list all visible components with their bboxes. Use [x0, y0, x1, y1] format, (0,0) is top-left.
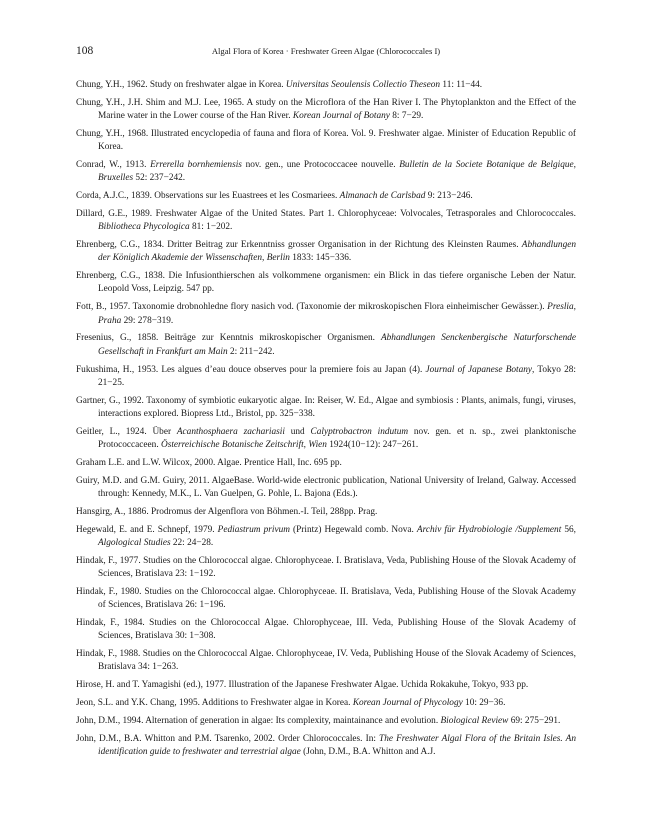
reference-text: Hansgirg, A., 1886. Prodromus der Algenflora von Böhmen.-I. Teil, 288pp. Prag.	[76, 506, 378, 517]
reference-italic-title: Journal of Japanese Botany	[425, 364, 533, 375]
reference-italic-title: Archiv für Hydrobiologie /Supplement	[416, 524, 562, 535]
reference-text: Guiry, M.D. and G.M. Guiry, 2011. AlgaeBase. World-wide electronic publication, National University of Ireland, Galway. Accessed through: Kennedy, M.K., L. Van Guelpen, G. Pohle, L. Bajona (Eds.).	[76, 475, 576, 499]
reference-text: Jeon, S.L. and Y.K. Chang, 1995. Additions to Freshwater algae in Korea.	[76, 698, 353, 709]
reference-text: Ehrenberg, C.G., 1834. Dritter Beitrag zur Erkenntniss grosser Organisation in der Richtung des Kleinsten Raumes.	[76, 240, 522, 251]
reference-text: Geitler, L., 1924. Über	[76, 426, 177, 437]
reference-entry	[76, 395, 576, 421]
reference-entry	[76, 715, 576, 728]
reference-text: Hindak, F., 1988. Studies on the Chlorococcal Algae. Chlorophyceae, IV. Veda, Publishing House of the Slovak Academy of Sciences, Bratislava 34: 1−263.	[76, 649, 576, 673]
reference-italic-title: Abhandlungen Senckenbergische Naturforschende Gesellschaft in Frankfurt am Main	[98, 333, 576, 357]
reference-entry	[76, 586, 576, 612]
reference-entry	[76, 208, 576, 234]
reference-text: Hindak, F., 1980. Studies on the Chlorococcal algae. Chlorophyceae. II. Bratislava, Veda, Publishing House of the Slovak Academy of Sciences, Bratislava 26: 1−196.	[76, 586, 576, 611]
reference-italic-title: Errerella bornhemiensis	[150, 160, 242, 171]
reference-text: Fresenius, G., 1858. Beiträge zur Kenntnis mikroskopischer Organismen.	[76, 333, 381, 344]
reference-italic-title: Biological Review	[440, 715, 509, 726]
reference-italic-title: Calyptrobactron indutum	[310, 426, 409, 437]
reference-entry	[76, 506, 576, 519]
reference-text: nov. gen. et n. sp., zwei planktonische Protococcaceen.	[98, 426, 576, 450]
reference-text: Hegewald, E. and E. Schnepf, 1979.	[76, 524, 218, 535]
reference-italic-title: Pediastrum privum	[217, 524, 290, 535]
reference-entry	[76, 364, 576, 390]
reference-text: (Printz) Hegewald comb. Nova.	[289, 524, 417, 535]
reference-entry	[76, 190, 576, 203]
reference-entry	[76, 159, 576, 185]
reference-text: 69: 275−291.	[508, 715, 561, 726]
reference-text: 1833: 145−336.	[289, 253, 352, 264]
reference-text: Gartner, G., 1992. Taxonomy of symbiotic eukaryotic algae. In: Reiser, W. Ed., Algae and symbiosis : Plants, animals, fungi, viruses, interactions explored. Biopress Ltd., Bristol, pp. 325−338.	[76, 395, 576, 419]
reference-text: 1924(10−12): 247−261.	[326, 439, 419, 450]
reference-entry	[76, 332, 576, 358]
reference-entry	[76, 426, 576, 452]
reference-text: Hindak, F., 1977. Studies on the Chlorococcal algae. Chlorophyceae. I. Bratislava, Veda, Publishing House of the Slovak Academy of Sciences, Bratislava 23: 1−192.	[76, 555, 576, 579]
reference-italic-title: Preslia, Praha	[98, 302, 576, 326]
reference-italic-title: Algological Studies	[98, 537, 171, 548]
reference-italic-title: Korean Journal of Phycology	[352, 698, 463, 709]
reference-italic-title: Abhandlungen der Königlich Akademie der Wissenschaften, Berlin	[98, 240, 576, 264]
reference-text: Fott, B., 1957. Taxonomie drobnohledne flory nasich vod. (Taxonomie der mikroskopischen Flora einheimischer Gewässer.).	[76, 302, 548, 313]
reference-entry	[76, 239, 576, 265]
reference-text: Conrad, W., 1913.	[76, 160, 151, 171]
reference-italic-title: Bibliotheca Phycologica	[98, 222, 190, 233]
reference-text: 2: 211−242.	[227, 346, 275, 357]
reference-text: 22: 24−28.	[170, 537, 214, 548]
reference-entry	[76, 79, 576, 92]
reference-italic-title: Bulletin de la Societe Botanique de Belgique, Bruxelles	[98, 160, 576, 184]
reference-entry	[76, 648, 576, 674]
reference-text: Chung, Y.H., 1968. Illustrated encyclopedia of fauna and flora of Korea. Vol. 9. Freshwater algae. Minister of Education Republic of Korea.	[76, 128, 576, 153]
reference-text: Graham L.E. and L.W. Wilcox, 2000. Algae. Prentice Hall, Inc. 695 pp.	[76, 457, 342, 468]
reference-entry	[76, 697, 576, 710]
page-number: 108	[76, 45, 94, 57]
reference-text: 81: 1−202.	[189, 222, 233, 233]
reference-text: , Tokyo 28: 21−25.	[98, 364, 576, 388]
reference-entry	[76, 733, 576, 759]
reference-italic-title: Almanach de Carlsbad	[339, 191, 426, 202]
reference-text: und	[284, 426, 311, 437]
reference-text: nov. gen., une Protococcacee nouvelle.	[241, 160, 400, 171]
reference-entry	[76, 457, 576, 470]
running-title: Algal Flora of Korea · Freshwater Green Algae (Chlorococcales I)	[211, 46, 441, 56]
reference-italic-title: Acanthosphaera zachariasii	[176, 426, 285, 437]
reference-text: 29: 278−319.	[121, 315, 174, 326]
reference-text: Fukushima, H., 1953. Les algues d’eau douce observes pour la premiere fois au Japan (4).	[76, 364, 426, 375]
page-header	[76, 44, 576, 58]
reference-entry	[76, 617, 576, 643]
reference-entry	[76, 524, 576, 550]
reference-text: 9: 213−246.	[425, 191, 473, 202]
reference-entry	[76, 679, 576, 692]
reference-entry	[76, 475, 576, 501]
reference-text: Hindak, F., 1984. Studies on the Chlorococcal Algae. Chlorophyceae, III. Veda, Publishing House of the Slovak Academy of Sciences, Bratislava 30: 1−308.	[76, 617, 576, 642]
reference-text: 11: 11−44.	[440, 80, 483, 90]
reference-text: 56,	[561, 524, 576, 535]
reference-entry	[76, 97, 576, 123]
reference-italic-title: Österreichische Botanische Zeitschrift, Wien	[160, 439, 327, 450]
reference-entry	[76, 555, 576, 581]
reference-entry	[76, 270, 576, 296]
reference-text: 10: 29−36.	[462, 698, 506, 709]
reference-text: John, D.M., B.A. Whitton and P.M. Tsarenko, 2002. Order Chlorococcales. In:	[76, 733, 380, 744]
reference-text: Ehrenberg, C.G., 1838. Die Infusionthierschen als volkommene organismen: ein Blick in das tiefere organische Leben der Natur. Leopold Voss, Leipzig. 547 pp.	[76, 271, 576, 295]
reference-entry	[76, 301, 576, 327]
reference-text: John, D.M., 1994. Alternation of generation in algae: Its complexity, maintainance and evolution.	[76, 715, 441, 726]
reference-italic-title: Korean Journal of Botany	[292, 111, 390, 122]
reference-text: Chung, Y.H., 1962. Study on freshwater algae in Korea.	[76, 80, 286, 90]
reference-list	[76, 79, 576, 764]
reference-text: 52: 237−242.	[133, 173, 186, 184]
reference-text: Chung, Y.H., J.H. Shim and M.J. Lee, 1965. A study on the Microflora of the Han River I. The Phytoplankton and the Effect of the Marine water in the Lower course of the Han River.	[76, 97, 576, 122]
reference-text: (John, D.M., B.A. Whitton and A.J.	[300, 747, 436, 758]
reference-text: 8: 7−29.	[389, 111, 424, 122]
reference-text: Corda, A.J.C., 1839. Observations sur les Euastrees et les Cosmariees.	[76, 191, 340, 202]
reference-text: Dillard, G.E., 1989. Freshwater Algae of the United States. Part 1. Chlorophyceae: Volvocales, Tetrasporales and Chlorococcales.	[76, 209, 576, 220]
reference-entry	[76, 128, 576, 154]
reference-text: Hirose, H. and T. Yamagishi (ed.), 1977. Illustration of the Japanese Freshwater Algae. Uchida Rokakuhe, Tokyo, 933 pp.	[76, 680, 529, 691]
reference-italic-title: Universitas Seoulensis Collectio Theseon	[285, 80, 441, 90]
reference-italic-title: The Freshwater Algal Flora of the Britain Isles. An identification guide to freshwater and terrestrial algae	[98, 733, 576, 758]
